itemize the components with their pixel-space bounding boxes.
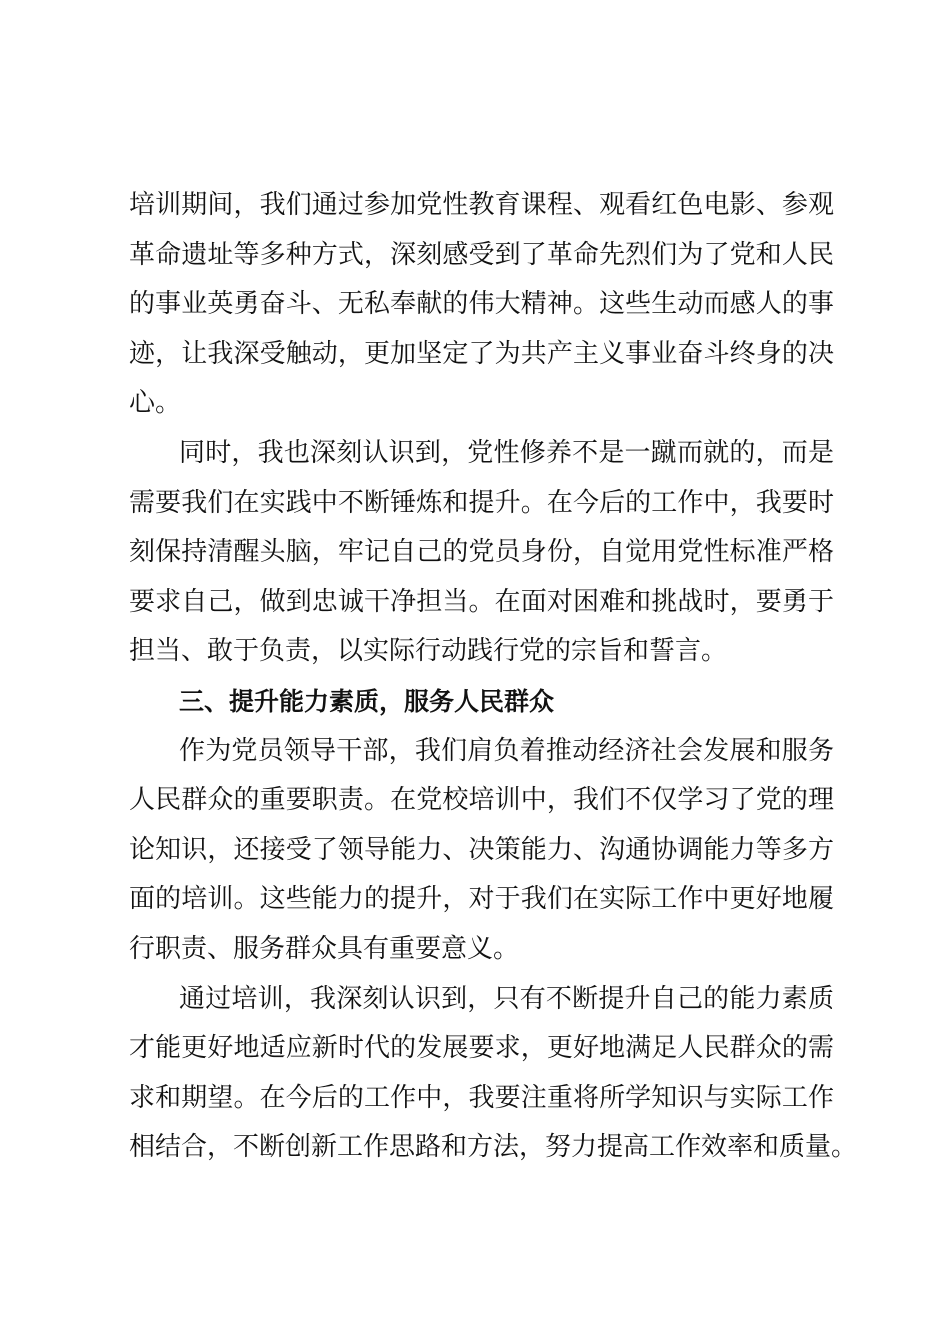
text-line: 要求自己，做到忠诚干净担当。在面对困难和挑战时，要勇于 [129, 586, 834, 617]
text-line: 作为党员领导干部，我们肩负着推动经济社会发展和服务 [179, 735, 834, 766]
text-line: 同时，我也深刻认识到，党性修养不是一蹴而就的，而是 [179, 437, 834, 468]
text-line: 迹，让我深受触动，更加坚定了为共产主义事业奋斗终身的决 [129, 338, 834, 369]
paragraph-revolutionary-education [129, 181, 834, 429]
text-line: 革命遗址等多种方式，深刻感受到了革命先烈们为了党和人民 [129, 239, 834, 270]
text-line: 面的培训。这些能力的提升，对于我们在实际工作中更好地履 [129, 884, 834, 915]
section-heading: 三、提升能力素质，服务人民群众 [179, 686, 555, 716]
text-line: 通过培训，我深刻认识到，只有不断提升自己的能力素质 [179, 983, 834, 1014]
text-line: 相结合，不断创新工作思路和方法，努力提高工作效率和质量。 [129, 1132, 858, 1163]
paragraph-capability-improvement [129, 975, 858, 1173]
text-line: 担当、敢于负责，以实际行动践行党的宗旨和誓言。 [129, 636, 728, 667]
text-line: 的事业英勇奋斗、无私奉献的伟大精神。这些生动而感人的事 [129, 289, 834, 320]
paragraph-party-cultivation [129, 429, 834, 677]
text-line: 求和期望。在今后的工作中，我要注重将所学知识与实际工作 [129, 1082, 834, 1113]
text-line: 论知识，还接受了领导能力、决策能力、沟通协调能力等多方 [129, 834, 834, 865]
text-line: 需要我们在实践中不断锤炼和提升。在今后的工作中，我要时 [129, 487, 834, 518]
text-line: 人民群众的重要职责。在党校培训中，我们不仅学习了党的理 [129, 785, 834, 816]
text-line: 刻保持清醒头脑，牢记自己的党员身份，自觉用党性标准严格 [129, 537, 834, 568]
document-body [129, 181, 858, 1173]
text-line: 才能更好地适应新时代的发展要求，更好地满足人民群众的需 [129, 1033, 834, 1064]
text-line: 培训期间，我们通过参加党性教育课程、观看红色电影、参观 [129, 190, 834, 220]
paragraph-leadership-duties [129, 727, 834, 975]
text-line: 心。 [129, 388, 182, 419]
text-line: 行职责、服务群众具有重要意义。 [129, 933, 520, 964]
